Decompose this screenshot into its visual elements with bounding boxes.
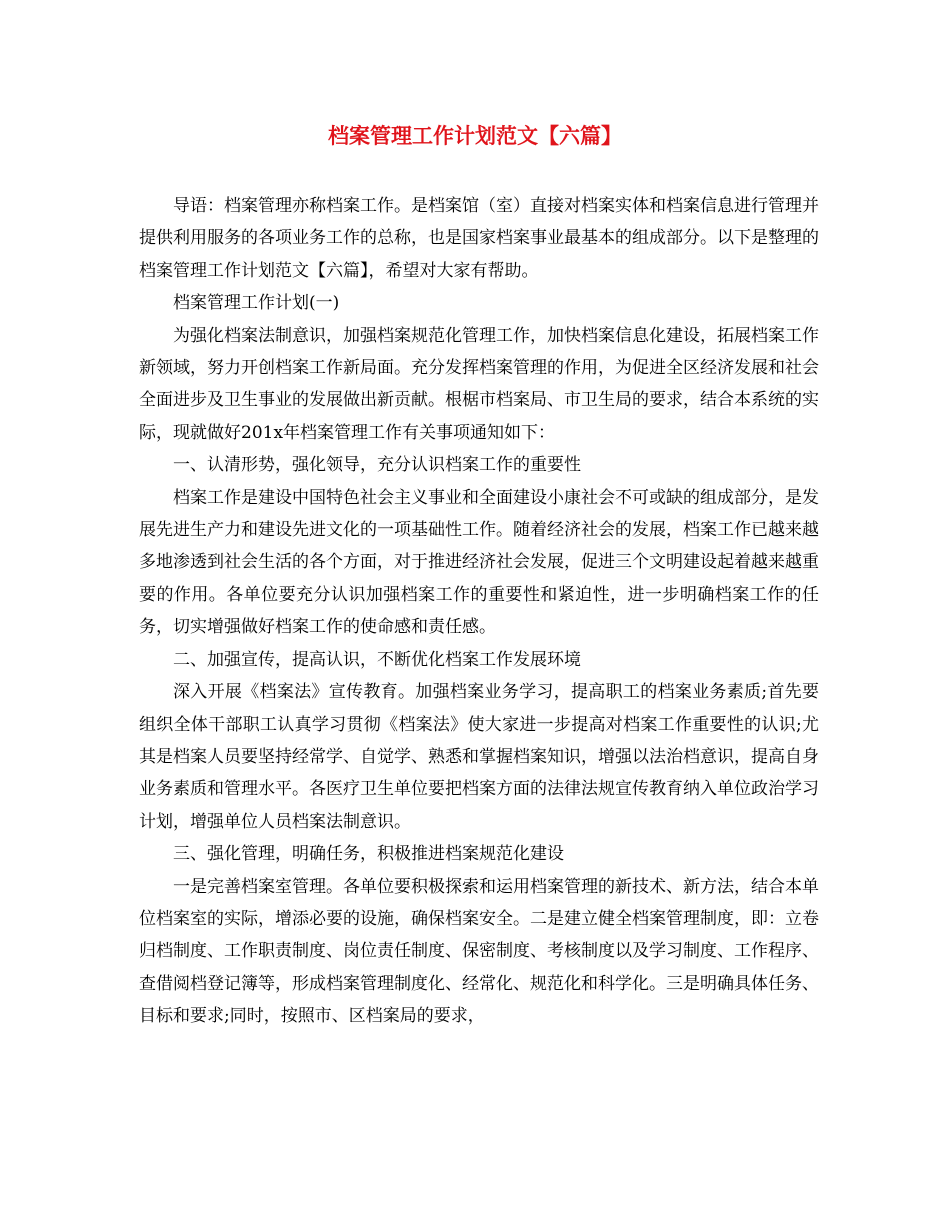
section-heading-plan-one: 档案管理工作计划(一) (173, 293, 340, 314)
intro-paragraph: 导语：档案管理亦称档案工作。是档案馆（室）直接对档案实体和档案信息进行管理并提供利用服务的各项业务工作的总称，也是国家档案事业最基本的组成部分。以下是整理的档案管理工作计划范文【六篇】，希望对大家有帮助。 (139, 196, 819, 281)
body-paragraph: 深入开展《档案法》宣传教育。加强档案业务学习，提高职工的档案业务素质;首先要组织全体干部职工认真学习贯彻《档案法》使大家进一步提高对档案工作重要性的认识;尤其是档案人员要坚持经常学、自觉学、熟悉和掌握档案知识，增强以法治档意识，提高自身业务素质和管理水平。各医疗卫生单位要把档案方面的法律法规宣传教育纳入单位政治学习计划，增强单位人员档案法制意识。 (139, 682, 819, 832)
section-heading-one: 一、认清形势，强化领导，充分认识档案工作的重要性 (173, 455, 581, 476)
body-paragraph: 档案工作是建设中国特色社会主义事业和全面建设小康社会不可或缺的组成部分，是发展先进生产力和建设先进文化的一项基础性工作。随着经济社会的发展，档案工作已越来越多地渗透到社会生活的各个方面，对于推进经济社会发展，促进三个文明建设起着越来越重要的作用。各单位要充分认识加强档案工作的重要性和紧迫性，进一步明确档案工作的任务，切实增强做好档案工作的使命感和责任感。 (139, 487, 819, 638)
section-heading-two: 二、加强宣传，提高认识，不断优化档案工作发展环境 (173, 649, 581, 670)
body-paragraph: 为强化档案法制意识，加强档案规范化管理工作，加快档案信息化建设，拓展档案工作新领域，努力开创档案工作新局面。充分发挥档案管理的作用，为促进全区经济发展和社会全面进步及卫生事业的发展做出新贡献。根椐市档案局、市卫生局的要求，结合本系统的实际，现就做好201x年档案管理工作有关事项通知如下： (139, 325, 819, 443)
body-paragraph: 一是完善档案室管理。各单位要积极探索和运用档案管理的新技术、新方法，结合本单位档案室的实际，增添必要的设施，确保档案安全。二是建立健全档案管理制度，即：立卷归档制度、工作职责制度、岗位责任制度、保密制度、考核制度以及学习制度、工作程序、查借阅档登记簿等，形成档案管理制度化、经常化、规范化和科学化。三是明确具体任务、目标和要求;同时，按照市、区档案局的要求， (139, 876, 819, 1027)
document-title: 档案管理工作计划范文【六篇】 (328, 123, 622, 148)
document-body (139, 190, 819, 1033)
section-heading-three: 三、强化管理，明确任务，积极推进档案规范化建设 (173, 844, 564, 865)
